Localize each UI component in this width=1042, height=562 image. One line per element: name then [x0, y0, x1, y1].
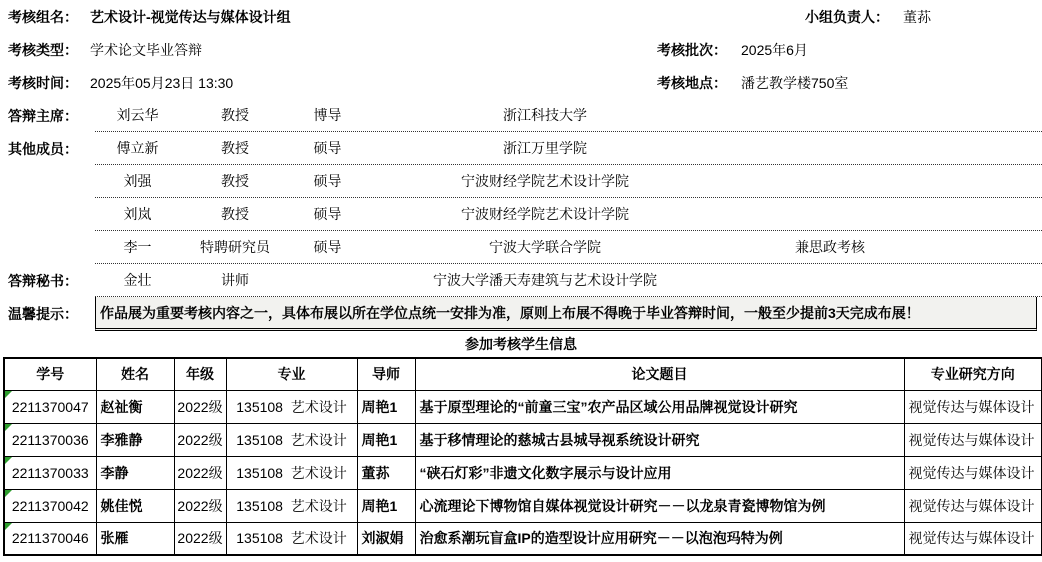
student-major-cell: 135108 艺术设计 [226, 456, 357, 489]
cell-flag-icon [5, 457, 12, 464]
info-row-group [0, 0, 1042, 33]
student-thesis-cell: 基于移情理论的慈城古县城导视系统设计研究 [415, 423, 904, 456]
chair-label: 答辩主席： [8, 107, 78, 124]
student-name-cell: 李雅静 [96, 423, 174, 456]
member-title: 讲师 [221, 272, 249, 288]
committee-row-chair [0, 99, 1042, 132]
info-row-time [0, 66, 1042, 99]
member-name: 刘云华 [116, 107, 159, 123]
student-name-cell: 李静 [96, 456, 174, 489]
student-major-cell: 135108 艺术设计 [226, 522, 357, 555]
student-row [4, 522, 1042, 555]
student-mentor-cell: 董荪 [357, 456, 415, 489]
type-label: 考核类型： [8, 41, 78, 58]
student-grade-cell: 2022级 [174, 522, 226, 555]
member-name: 李一 [123, 239, 152, 255]
group-name-value: 艺术设计-视觉传达与媒体设计组 [90, 8, 291, 25]
student-major-cell: 135108 艺术设计 [226, 489, 357, 522]
leader-label: 小组负责人： [805, 8, 889, 25]
col-header-grade: 年级 [174, 358, 226, 390]
student-direction-cell: 视觉传达与媒体设计 [904, 522, 1042, 555]
member-institution: 宁波大学联合学院 [489, 239, 601, 255]
member-institution: 宁波财经学院艺术设计学院 [461, 173, 629, 189]
student-grade-cell: 2022级 [174, 456, 226, 489]
member-institution: 浙江万里学院 [503, 140, 587, 156]
group-name-label: 考核组名： [8, 8, 78, 25]
member-title: 教授 [221, 173, 249, 189]
batch-label: 考核批次： [657, 41, 727, 58]
students-header-row [4, 358, 1042, 390]
secretary-label: 答辩秘书： [8, 272, 78, 289]
time-label: 考核时间： [8, 74, 78, 91]
info-row-type [0, 33, 1042, 66]
location-value: 潘艺教学楼750室 [741, 74, 849, 91]
leader-value: 董荪 [903, 8, 931, 25]
student-major-cell: 135108 艺术设计 [226, 423, 357, 456]
member-title: 教授 [221, 206, 249, 222]
committee-section [0, 99, 1042, 297]
student-row [4, 456, 1042, 489]
location-field [657, 73, 848, 93]
students-table-title: 参加考核学生信息 [465, 336, 577, 352]
student-thesis-cell: 治愈系潮玩盲盒IP的造型设计应用研究－－以泡泡玛特为例 [415, 522, 904, 555]
location-label: 考核地点： [657, 74, 727, 91]
student-mentor-cell: 周艳1 [357, 489, 415, 522]
cell-flag-icon [5, 424, 12, 431]
info-section [0, 0, 1042, 99]
student-mentor-cell: 刘淑娟 [357, 522, 415, 555]
member-name: 金壮 [123, 272, 152, 288]
student-direction-cell: 视觉传达与媒体设计 [904, 423, 1042, 456]
student-major-cell: 135108 艺术设计 [226, 390, 357, 423]
col-header-student-id: 学号 [4, 358, 96, 390]
member-name: 刘强 [123, 173, 152, 189]
member-name: 傅立新 [116, 140, 159, 156]
member-institution: 宁波大学潘天寿建筑与艺术设计学院 [433, 272, 657, 288]
cell-flag-icon [5, 523, 12, 530]
member-institution: 宁波财经学院艺术设计学院 [461, 206, 629, 222]
student-grade-cell: 2022级 [174, 390, 226, 423]
member-title: 教授 [221, 107, 249, 123]
student-direction-cell: 视觉传达与媒体设计 [904, 390, 1042, 423]
student-direction-cell: 视觉传达与媒体设计 [904, 489, 1042, 522]
student-id-cell: 2211370042 [4, 489, 96, 522]
member-supervisor-type: 硕导 [313, 140, 342, 156]
student-id-cell: 2211370033 [4, 456, 96, 489]
student-grade-cell: 2022级 [174, 489, 226, 522]
student-thesis-cell: “硖石灯彩”非遗文化数字展示与设计应用 [415, 456, 904, 489]
committee-row-member [0, 165, 1042, 198]
col-header-mentor: 导师 [357, 358, 415, 390]
student-row [4, 390, 1042, 423]
student-grade-cell: 2022级 [174, 423, 226, 456]
member-title: 特聘研究员 [200, 239, 270, 255]
committee-row-member [0, 231, 1042, 264]
members-label: 其他成员： [8, 140, 78, 157]
student-mentor-cell: 周艳1 [357, 423, 415, 456]
member-name: 刘岚 [123, 206, 152, 222]
student-row [4, 423, 1042, 456]
cell-flag-icon [5, 391, 12, 398]
committee-row-member [0, 198, 1042, 231]
student-thesis-cell: 心流理论下博物馆自媒体视觉设计研究－－以龙泉青瓷博物馆为例 [415, 489, 904, 522]
member-supervisor-type: 硕导 [313, 239, 342, 255]
cell-flag-icon [5, 490, 12, 497]
member-supervisor-type: 硕导 [313, 206, 342, 222]
member-supervisor-type: 博导 [313, 107, 342, 123]
student-id-cell: 2211370047 [4, 390, 96, 423]
col-header-direction: 专业研究方向 [904, 358, 1042, 390]
leader-field [805, 7, 931, 27]
member-institution: 浙江科技大学 [503, 107, 587, 123]
member-title: 教授 [221, 140, 249, 156]
student-name-cell: 张雁 [96, 522, 174, 555]
col-header-name: 姓名 [96, 358, 174, 390]
student-name-cell: 赵祉衡 [96, 390, 174, 423]
col-header-thesis: 论文题目 [415, 358, 904, 390]
student-id-cell: 2211370046 [4, 522, 96, 555]
notice-text: 作品展为重要考核内容之一，具体布展以所在学位点统一安排为准，原则上布展不得晚于毕业答辩时间，一般至少提前3天完成布展！ [95, 297, 1037, 331]
batch-value: 2025年6月 [741, 41, 808, 58]
students-table [3, 357, 1042, 556]
student-name-cell: 姚佳悦 [96, 489, 174, 522]
member-note: 兼思政考核 [795, 239, 865, 255]
student-row [4, 489, 1042, 522]
committee-row-member [0, 132, 1042, 165]
committee-row-secretary [0, 264, 1042, 297]
notice-label: 温馨提示： [8, 306, 78, 322]
student-direction-cell: 视觉传达与媒体设计 [904, 456, 1042, 489]
notice-row [0, 297, 1042, 331]
batch-field [657, 40, 808, 60]
member-supervisor-type: 硕导 [313, 173, 342, 189]
col-header-major: 专业 [226, 358, 357, 390]
type-value: 学术论文毕业答辩 [90, 41, 202, 58]
time-value: 2025年05月23日 13:30 [90, 74, 234, 91]
student-mentor-cell: 周艳1 [357, 390, 415, 423]
student-id-cell: 2211370036 [4, 423, 96, 456]
student-thesis-cell: 基于原型理论的“前童三宝”农产品区域公用品牌视觉设计研究 [415, 390, 904, 423]
